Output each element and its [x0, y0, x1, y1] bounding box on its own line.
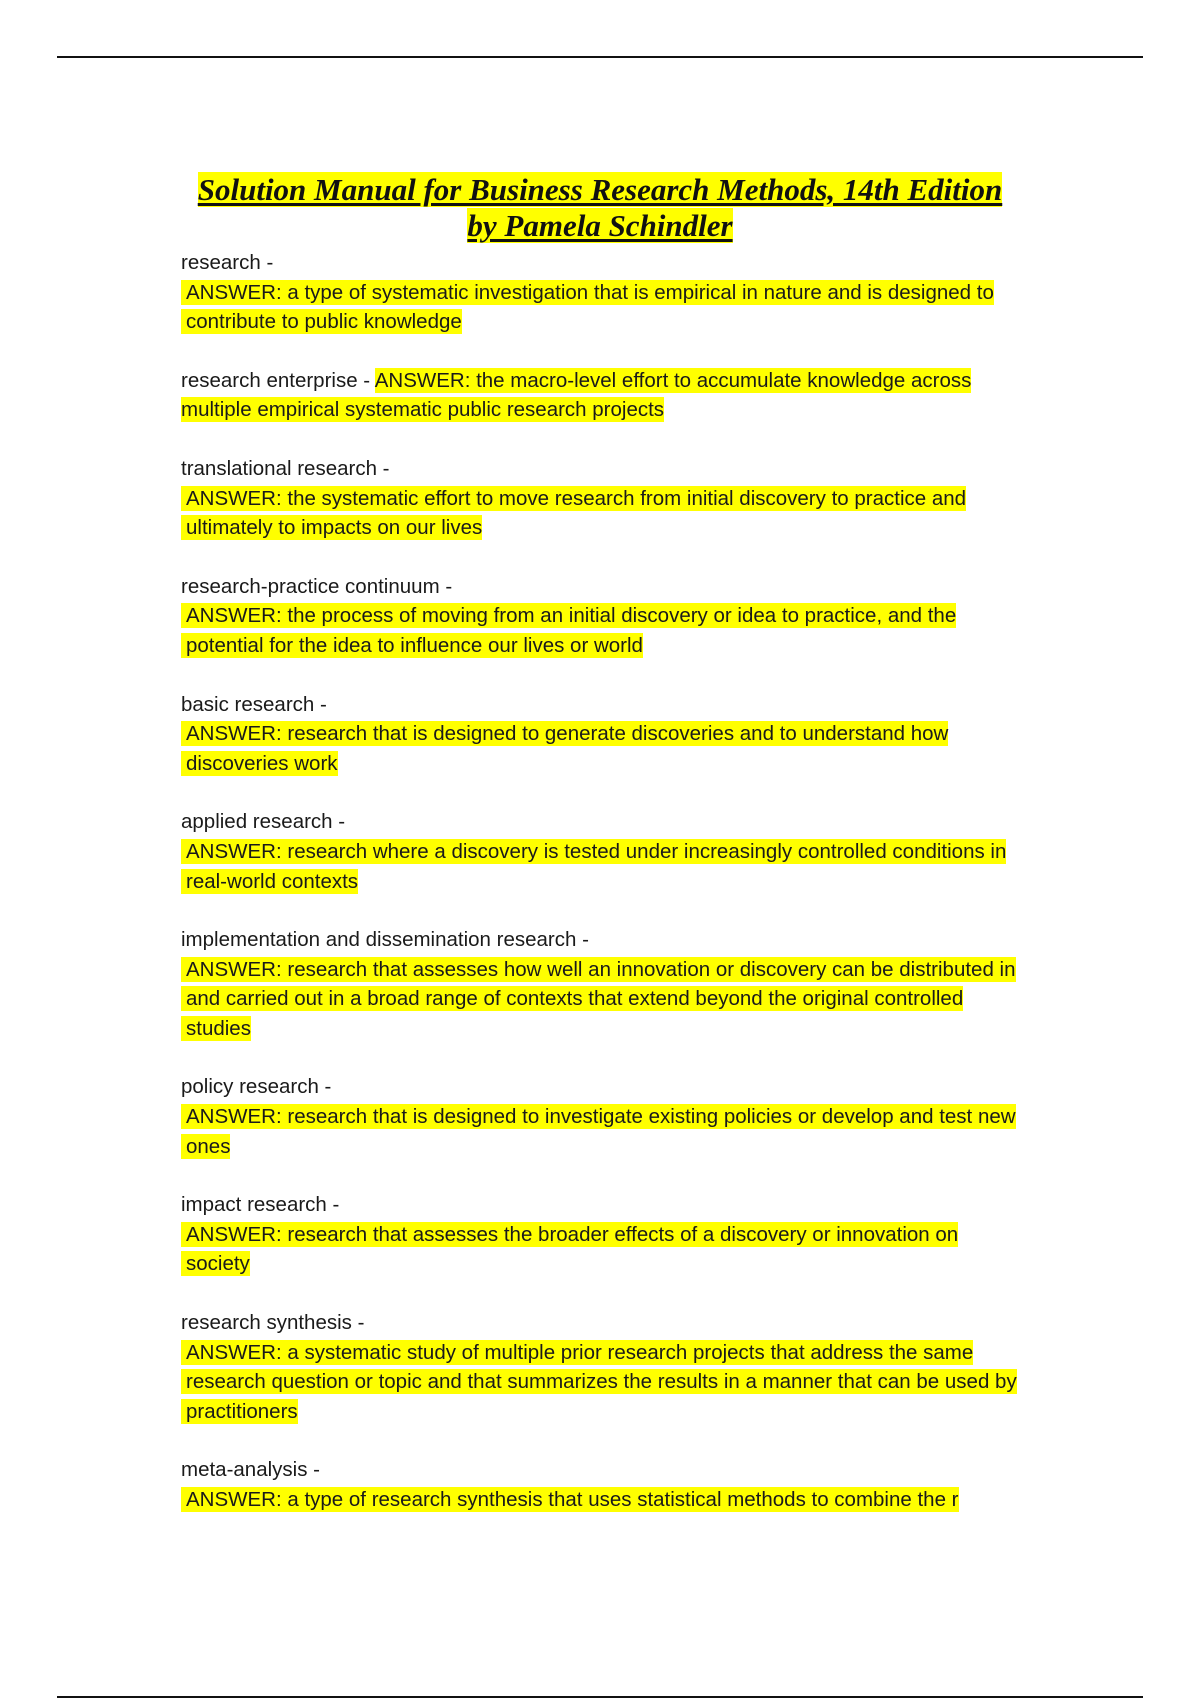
entry-term: research - [181, 251, 274, 274]
entry-answer: ANSWER: research that assesses how well an innovation or discovery can be distributed in and carried out in a broad range of contexts that extend beyond the original controlled studies [181, 957, 1016, 1041]
entry-term: policy research - [181, 1075, 332, 1099]
glossary-entry [181, 690, 1019, 779]
glossary-entry [181, 1455, 1019, 1514]
glossary-entry [181, 572, 1019, 661]
entry-term: research enterprise - [181, 368, 371, 392]
entry-term: applied research - [181, 810, 346, 834]
glossary-entry [181, 807, 1019, 896]
entry-answer: ANSWER: a type of research synthesis that uses statistical methods to combine the r [181, 1487, 959, 1512]
entry-answer: ANSWER: a systematic study of multiple prior research projects that address the same research question or topic and that summarizes the results in a manner that can be used by practitioners [181, 1340, 1017, 1424]
glossary-entry [181, 1308, 1019, 1426]
glossary-entry [181, 925, 1019, 1043]
entry-term: impact research - [181, 1193, 340, 1217]
entry-answer: ANSWER: research that is designed to investigate existing policies or develop and test new ones [181, 1104, 1016, 1159]
top-rule [57, 56, 1143, 58]
entry-term: translational research - [181, 456, 390, 480]
glossary-entry [181, 1190, 1019, 1279]
glossary-entry [181, 454, 1019, 543]
document-body [181, 172, 1019, 1544]
entry-answer: ANSWER: the systematic effort to move research from initial discovery to practice and ultimately to impacts on our lives [181, 486, 966, 541]
entry-answer: ANSWER: a type of systematic investigation that is empirical in nature and is designed to contribute to public knowledge [181, 280, 994, 335]
document-title: Solution Manual for Business Research Methods, 14th Edition by Pamela Schindler [197, 172, 1003, 243]
entry-answer: ANSWER: research where a discovery is tested under increasingly controlled conditions in real-world contexts [181, 839, 1006, 894]
entry-term: basic research - [181, 692, 327, 716]
entry-answer: ANSWER: research that is designed to generate discoveries and to understand how discoveries work [181, 721, 948, 776]
entry-term: research-practice continuum - [181, 574, 453, 598]
glossary-entry [181, 248, 1019, 337]
glossary-entry [181, 1072, 1019, 1161]
entry-term: implementation and dissemination research - [181, 928, 589, 952]
entry-answer: ANSWER: the macro-level effort to accumulate knowledge across multiple empirical systematic public research projects [181, 368, 972, 422]
entry-term: meta-analysis - [181, 1458, 320, 1482]
bottom-rule [57, 1696, 1143, 1698]
entry-term: research synthesis - [181, 1311, 365, 1335]
glossary-entry [181, 366, 1019, 425]
entry-answer: ANSWER: research that assesses the broader effects of a discovery or innovation on society [181, 1222, 958, 1277]
entry-answer: ANSWER: the process of moving from an initial discovery or idea to practice, and the potential for the idea to influence our lives or world [181, 603, 956, 658]
